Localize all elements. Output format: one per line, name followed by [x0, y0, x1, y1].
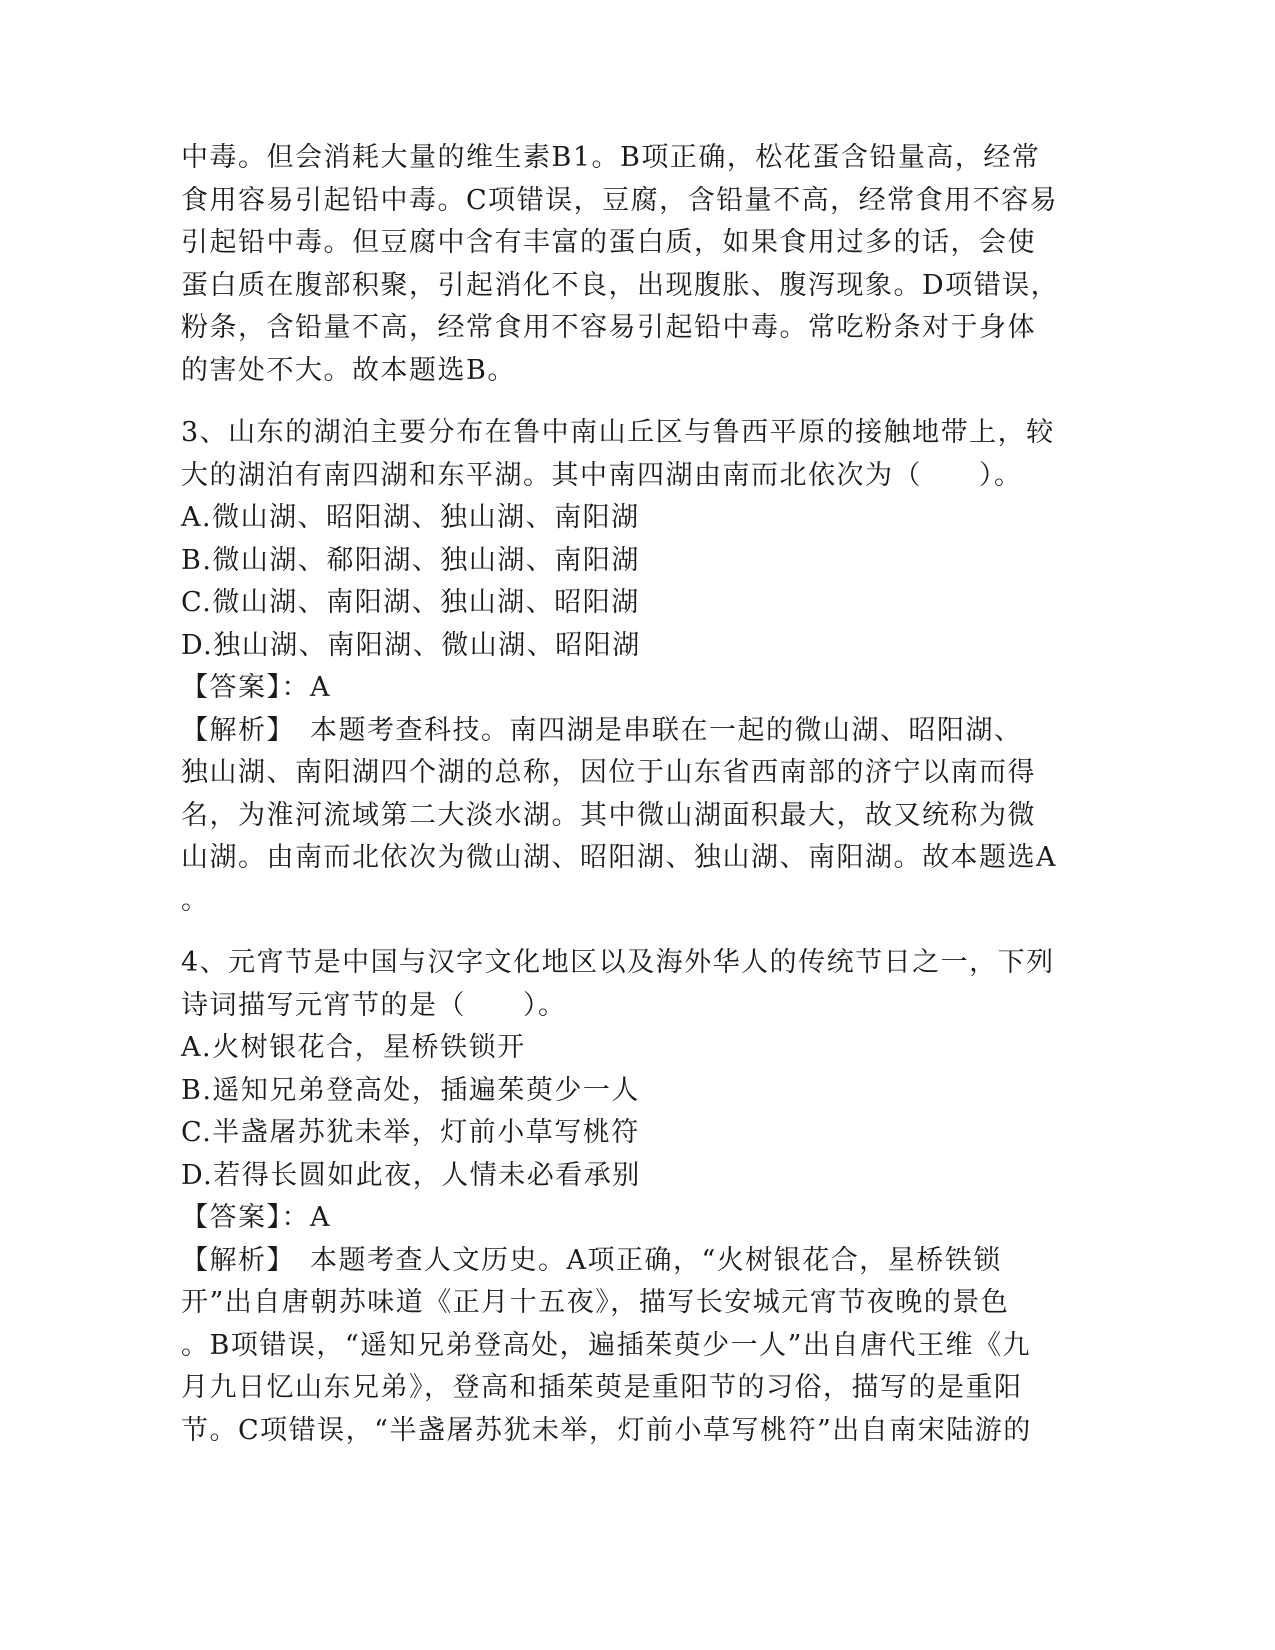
- previous-analysis-continuation: [181, 137, 1061, 392]
- question-4: [181, 942, 1061, 1452]
- option-b: B.微山湖、郗阳湖、独山湖、南阳湖: [181, 544, 640, 576]
- document-page: [181, 137, 1061, 1452]
- analysis-line: 名，为淮河流域第二大淡水湖。其中微山湖面积最大，故又统称为微: [181, 799, 1036, 831]
- option-c: C.微山湖、南阳湖、独山湖、昭阳湖: [181, 587, 640, 618]
- analysis-line: 山湖。由南而北依次为微山湖、昭阳湖、独山湖、南阳湖。故本题选A: [181, 842, 1057, 873]
- paragraph-gap: [181, 392, 1061, 412]
- question-stem-line: 大的湖泊有南四湖和东平湖。其中南四湖由南而北依次为（ ）。: [181, 459, 1023, 491]
- text-line: 引起铅中毒。但豆腐中含有丰富的蛋白质，如果食用过多的话，会使: [181, 227, 1036, 258]
- question-stem-line: 诗词描写元宵节的是（ ）。: [181, 989, 567, 1021]
- option-b: B.遥知兄弟登高处，插遍茱萸少一人: [181, 1074, 640, 1106]
- option-a: A.微山湖、昭阳湖、独山湖、南阳湖: [181, 502, 640, 533]
- text-line: 粉条，含铅量不高，经常食用不容易引起铅中毒。常吃粉条对于身体: [181, 312, 1036, 343]
- text-line: 的害处不大。故本题选B。: [181, 354, 516, 386]
- analysis-line: 节。C项错误，“半盏屠苏犹未举，灯前小草写桃符”出自南宋陆游的: [181, 1414, 1032, 1446]
- question-stem-line: 3、山东的湖泊主要分布在鲁中南山丘区与鲁西平原的接触地带上，较: [181, 417, 1055, 448]
- answer-line: 【答案】：A: [181, 672, 331, 703]
- text-line: 蛋白质在腹部积聚，引起消化不良，出现腹胀、腹泻现象。D项错误，: [181, 269, 1060, 301]
- option-a: A.火树银花合，星桥铁锁开: [181, 1032, 526, 1063]
- option-d: D.若得长圆如此夜，人情未必看承别: [181, 1159, 641, 1191]
- analysis-line: 独山湖、南阳湖四个湖的总称，因位于山东省西南部的济宁以南而得: [181, 757, 1036, 788]
- analysis-line: 【解析】 本题考查科技。南四湖是串联在一起的微山湖、昭阳湖、: [181, 714, 1023, 746]
- option-c: C.半盏屠苏犹未举，灯前小草写桃符: [181, 1117, 640, 1148]
- question-3: [181, 412, 1061, 922]
- analysis-line: 。: [181, 884, 210, 916]
- option-d: D.独山湖、南阳湖、微山湖、昭阳湖: [181, 629, 641, 661]
- question-stem-line: 4、元宵节是中国与汉字文化地区以及海外华人的传统节日之一，下列: [181, 947, 1055, 978]
- analysis-line: 开”出自唐朝苏味道《正月十五夜》，描写长安城元宵节夜晚的景色: [181, 1287, 1010, 1318]
- analysis-line: 。B项错误，“遥知兄弟登高处，遍插茱萸少一人”出自唐代王维《九: [181, 1329, 1031, 1361]
- text-line: 中毒。但会消耗大量的维生素B1。B项正确，松花蛋含铅量高，经常: [181, 142, 1041, 173]
- analysis-line: 【解析】 本题考查人文历史。A项正确，“火树银花合，星桥铁锁: [181, 1244, 1002, 1276]
- answer-line: 【答案】：A: [181, 1202, 331, 1233]
- text-line: 食用容易引起铅中毒。C项错误，豆腐，含铅量不高，经常食用不容易: [181, 184, 1059, 216]
- analysis-line: 月九日忆山东兄弟》，登高和插茱萸是重阳节的习俗，描写的是重阳: [181, 1372, 1023, 1403]
- paragraph-gap: [181, 922, 1061, 942]
